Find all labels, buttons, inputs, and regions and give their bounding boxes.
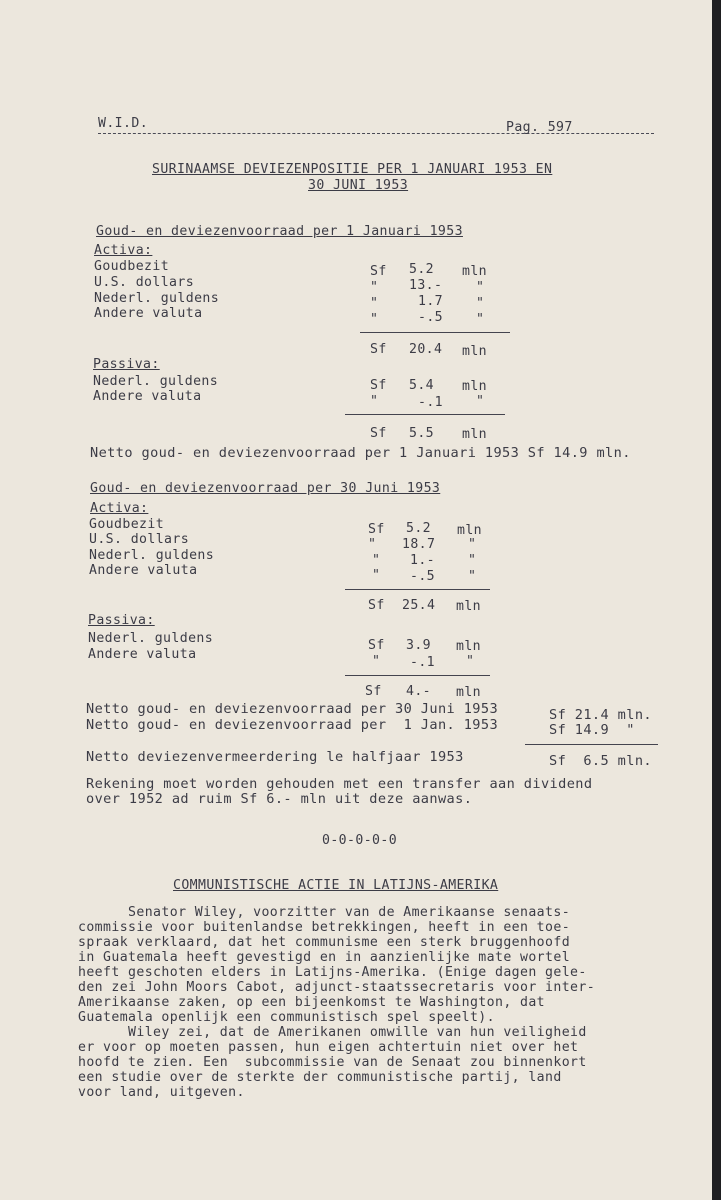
block1-activa-total-amount: 20.4 bbox=[409, 342, 443, 357]
block2-activa-total-cur: Sf bbox=[368, 598, 385, 613]
block2-activa-label-3: Andere valuta bbox=[89, 563, 198, 578]
block2-passiva-total-amount: 4.- bbox=[406, 684, 432, 699]
block2-activa-amount-2: 1.- bbox=[410, 553, 436, 568]
block2-activa-total-rule bbox=[345, 589, 490, 590]
block2-activa-unit-1: " bbox=[468, 537, 477, 552]
block2-passiva-label-0: Nederl. guldens bbox=[88, 631, 214, 646]
block1-heading: Goud- en deviezenvoorraad per 1 Januari 1953 bbox=[96, 224, 463, 239]
section2-line: er voor op moeten passen, hun eigen achtertuin niet over het bbox=[78, 1040, 579, 1055]
block1-activa-unit-2: " bbox=[476, 296, 485, 311]
block2-activa-cur-2: " bbox=[372, 553, 381, 568]
block2-passiva-unit-0: mln bbox=[456, 639, 482, 654]
block1-activa-cur-1: " bbox=[370, 280, 379, 295]
section-separator: 0-0-0-0-0 bbox=[322, 833, 398, 848]
block2-activa-unit-2: " bbox=[468, 553, 477, 568]
block1-activa-amount-1: 13.- bbox=[409, 278, 443, 293]
block1-passiva-unit-0: mln bbox=[462, 379, 488, 394]
block1-activa-amount-3: -.5 bbox=[418, 310, 444, 325]
section2-line: Senator Wiley, voorzitter van de Amerikaanse senaats- bbox=[78, 905, 571, 920]
block1-activa-total-rule bbox=[360, 332, 510, 333]
section1-title-line1: SURINAAMSE DEVIEZENPOSITIE PER 1 JANUARI 1953 EN bbox=[152, 162, 553, 177]
block1-passiva-total-amount: 5.5 bbox=[409, 426, 435, 441]
section2-line: Guatemala openlijk een communistisch spel speelt). bbox=[78, 1010, 495, 1025]
block1-activa-total-cur: Sf bbox=[370, 342, 387, 357]
scan-border bbox=[712, 0, 721, 1200]
block1-passiva-total-unit: mln bbox=[462, 427, 488, 442]
block1-activa-amount-0: 5.2 bbox=[409, 262, 435, 277]
block1-passiva-amount-0: 5.4 bbox=[409, 378, 435, 393]
block1-activa-cur-3: " bbox=[370, 312, 379, 327]
block2-increase-value: Sf 6.5 mln. bbox=[549, 753, 653, 769]
section2-line: heeft geschoten elders in Latijns-Amerika. (Enige dagen gele- bbox=[78, 965, 587, 980]
section2-line: commissie voor buitenlandse betrekkingen, heeft in een toe- bbox=[78, 920, 571, 935]
block2-passiva-label: Passiva: bbox=[88, 613, 155, 628]
block1-passiva-cur-0: Sf bbox=[370, 378, 387, 393]
block2-netto1-text: Netto goud- en deviezenvoorraad per 30 Juni 1953 bbox=[86, 701, 499, 717]
header-page-number: Pag. 597 bbox=[506, 120, 573, 135]
block2-activa-label: Activa: bbox=[90, 501, 149, 516]
block1-activa-label-2: Nederl. guldens bbox=[94, 291, 220, 306]
block1-netto: Netto goud- en deviezenvoorraad per 1 Januari 1953 Sf 14.9 mln. bbox=[90, 445, 631, 461]
section2-line: Amerikaanse zaken, op een bijeenkomst te Washington, dat bbox=[78, 995, 546, 1010]
block2-passiva-total-cur: Sf bbox=[365, 684, 382, 699]
block1-activa-label-1: U.S. dollars bbox=[94, 275, 195, 290]
section2-line: spraak verklaard, dat het communisme een sterk bruggenhoofd bbox=[78, 935, 571, 950]
block2-activa-amount-0: 5.2 bbox=[406, 521, 432, 536]
block1-passiva-cur-1: " bbox=[370, 394, 379, 409]
block2-netto1-value: Sf 21.4 mln. bbox=[549, 707, 653, 723]
block1-activa-unit-1: " bbox=[476, 280, 485, 295]
section2-title: COMMUNISTISCHE ACTIE IN LATIJNS-AMERIKA bbox=[173, 878, 499, 893]
note-line1: Rekening moet worden gehouden met een transfer aan dividend bbox=[86, 776, 593, 792]
block2-passiva-label-1: Andere valuta bbox=[88, 647, 197, 662]
block1-activa-label: Activa: bbox=[94, 243, 153, 258]
block1-passiva-unit-1: " bbox=[476, 394, 485, 409]
block2-activa-amount-1: 18.7 bbox=[402, 537, 436, 552]
block1-passiva-total-cur: Sf bbox=[370, 426, 387, 441]
section1-title-line2: 30 JUNI 1953 bbox=[308, 178, 409, 193]
block2-activa-cur-0: Sf bbox=[368, 522, 385, 537]
block2-passiva-cur-0: Sf bbox=[368, 638, 385, 653]
block2-activa-unit-0: mln bbox=[457, 523, 483, 538]
block1-activa-label-0: Goudbezit bbox=[94, 259, 170, 274]
block2-increase-text: Netto deviezenvermeerdering le halfjaar 1953 bbox=[86, 749, 464, 765]
block1-activa-label-3: Andere valuta bbox=[94, 306, 203, 321]
block2-netto2-value: Sf 14.9 " bbox=[549, 722, 635, 738]
block2-heading: Goud- en deviezenvoorraad per 30 Juni 1953 bbox=[90, 481, 441, 496]
block1-activa-unit-0: mln bbox=[462, 264, 488, 279]
block1-activa-total-unit: mln bbox=[462, 344, 488, 359]
block2-activa-total-unit: mln bbox=[456, 599, 482, 614]
block2-activa-unit-3: " bbox=[468, 569, 477, 584]
block1-activa-unit-3: " bbox=[476, 312, 485, 327]
block2-increase-rule bbox=[525, 744, 658, 745]
block1-passiva-total-rule bbox=[345, 414, 505, 415]
block2-passiva-amount-1: -.1 bbox=[410, 655, 436, 670]
block2-passiva-total-unit: mln bbox=[456, 685, 482, 700]
block1-passiva-label-1: Andere valuta bbox=[93, 389, 202, 404]
block2-passiva-amount-0: 3.9 bbox=[406, 638, 432, 653]
block1-activa-cur-2: " bbox=[370, 296, 379, 311]
section2-line: in Guatemala heeft gevestigd en in aanzienlijke mate wortel bbox=[78, 950, 571, 965]
block2-activa-label-0: Goudbezit bbox=[89, 517, 165, 532]
block2-passiva-total-rule bbox=[345, 675, 490, 676]
section2-line: voor land, uitgeven. bbox=[78, 1085, 245, 1100]
block1-activa-cur-0: Sf bbox=[370, 264, 387, 279]
section2-line: Wiley zei, dat de Amerikanen omwille van hun veiligheid bbox=[78, 1025, 587, 1040]
block2-passiva-unit-1: " bbox=[466, 654, 475, 669]
block2-activa-total-amount: 25.4 bbox=[402, 598, 436, 613]
section2-line: een studie over de sterkte der communistische partij, land bbox=[78, 1070, 562, 1085]
block1-activa-amount-2: 1.7 bbox=[418, 294, 444, 309]
section2-line: hoofd te zien. Een subcommissie van de Senaat zou binnenkort bbox=[78, 1055, 587, 1070]
block1-passiva-label-0: Nederl. guldens bbox=[93, 374, 219, 389]
header-left: W.I.D. bbox=[98, 116, 149, 131]
block2-activa-label-1: U.S. dollars bbox=[89, 532, 190, 547]
block2-activa-label-2: Nederl. guldens bbox=[89, 548, 215, 563]
note-line2: over 1952 ad ruim Sf 6.- mln uit deze aanwas. bbox=[86, 791, 473, 807]
block1-passiva-label: Passiva: bbox=[93, 357, 160, 372]
block1-passiva-amount-1: -.1 bbox=[418, 395, 444, 410]
block2-activa-cur-3: " bbox=[372, 568, 381, 583]
section2-line: den zei John Moors Cabot, adjunct-staatssecretaris voor inter- bbox=[78, 980, 596, 995]
block2-netto2-text: Netto goud- en deviezenvoorraad per 1 Jan. 1953 bbox=[86, 717, 499, 733]
block2-passiva-cur-1: " bbox=[372, 654, 381, 669]
block2-activa-amount-3: -.5 bbox=[410, 569, 436, 584]
block2-activa-cur-1: " bbox=[368, 537, 377, 552]
